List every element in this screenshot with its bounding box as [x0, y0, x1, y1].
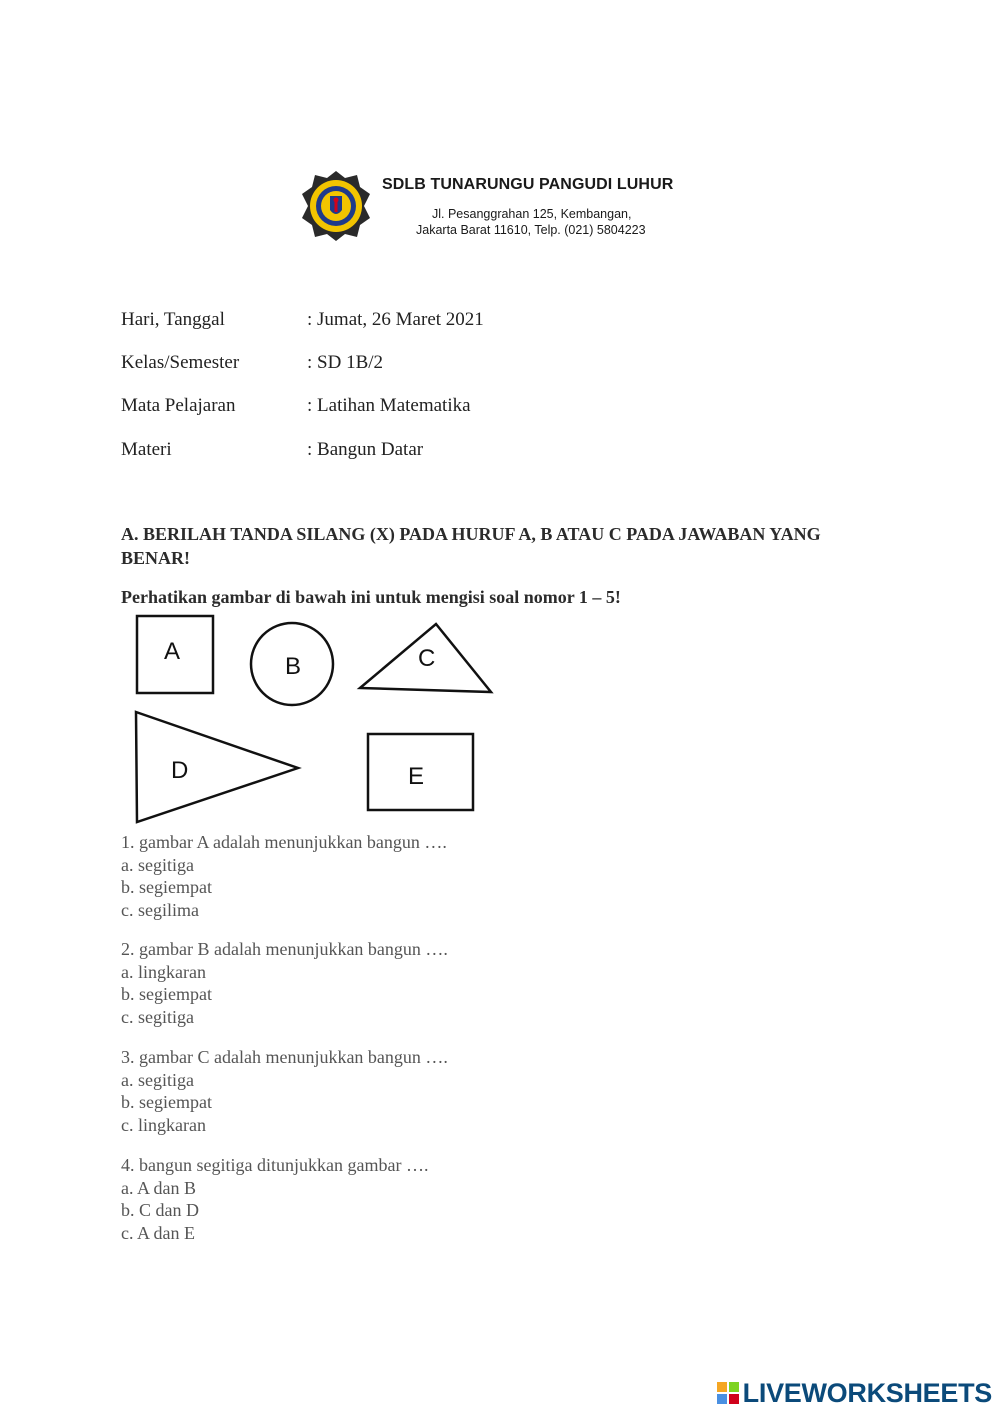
liveworksheets-watermark — [717, 1378, 992, 1408]
question-3-option-a[interactable]: a. segitiga — [121, 1069, 194, 1090]
shape-label-c: C — [418, 645, 436, 672]
info-value-topic: : Bangun Datar — [307, 439, 424, 460]
section-heading: A. BERILAH TANDA SILANG (X) PADA HURUF A, B ATAU C PADA JAWABAN YANG BENAR! — [121, 524, 821, 568]
question-1-text: 1. gambar A adalah menunjukkan bangun …. — [121, 832, 447, 852]
question-4-option-a[interactable]: a. A dan B — [121, 1177, 196, 1198]
school-logo — [300, 170, 372, 242]
question-2-text: 2. gambar B adalah menunjukkan bangun …. — [121, 939, 448, 959]
question-4 — [121, 1154, 881, 1244]
question-1 — [121, 831, 881, 921]
info-value-subject: : Latihan Matematika — [307, 395, 471, 416]
shape-label-a: A — [164, 638, 181, 665]
shape-label-d: D — [171, 757, 189, 784]
question-2-option-b[interactable]: b. segiempat — [121, 984, 212, 1004]
shape-label-b: B — [285, 653, 302, 680]
question-1-option-a[interactable]: a. segitiga — [121, 854, 194, 875]
question-1-option-b[interactable]: b. segiempat — [121, 877, 212, 897]
info-label-class: Kelas/Semester — [121, 352, 240, 373]
question-3 — [121, 1046, 881, 1136]
question-4-option-c[interactable]: c. A dan E — [121, 1222, 195, 1243]
question-4-text: 4. bangun segitiga ditunjukkan gambar …. — [121, 1155, 429, 1175]
question-3-text: 3. gambar C adalah menunjukkan bangun …. — [121, 1047, 448, 1067]
question-2-option-c[interactable]: c. segitiga — [121, 1006, 194, 1027]
question-2 — [121, 938, 881, 1028]
info-label-topic: Materi — [121, 439, 172, 460]
shapes-figure — [120, 608, 500, 830]
liveworksheets-logo-icon — [717, 1382, 739, 1404]
question-1-option-c[interactable]: c. segilima — [121, 899, 199, 920]
watermark-text: LIVEWORKSHEETS — [742, 1377, 992, 1408]
question-3-option-b[interactable]: b. segiempat — [121, 1092, 212, 1112]
question-3-option-c[interactable]: c. lingkaran — [121, 1114, 206, 1135]
info-value-date: : Jumat, 26 Maret 2021 — [307, 309, 484, 330]
info-value-class: : SD 1B/2 — [307, 352, 384, 373]
shape-label-e: E — [408, 763, 425, 790]
school-name: SDLB TUNARUNGU PANGUDI LUHUR — [382, 176, 674, 193]
school-address-line2: Jakarta Barat 11610, Telp. (021) 5804223 — [416, 223, 646, 237]
section-instruction: Perhatikan gambar di bawah ini untuk mengisi soal nomor 1 – 5! — [121, 587, 621, 607]
info-label-subject: Mata Pelajaran — [121, 395, 236, 416]
shape-triangle-d — [136, 712, 298, 822]
question-4-option-b[interactable]: b. C dan D — [121, 1200, 199, 1220]
info-label-date: Hari, Tanggal — [121, 309, 225, 330]
question-2-option-a[interactable]: a. lingkaran — [121, 961, 206, 982]
school-address-line1: Jl. Pesanggrahan 125, Kembangan, — [432, 207, 632, 221]
